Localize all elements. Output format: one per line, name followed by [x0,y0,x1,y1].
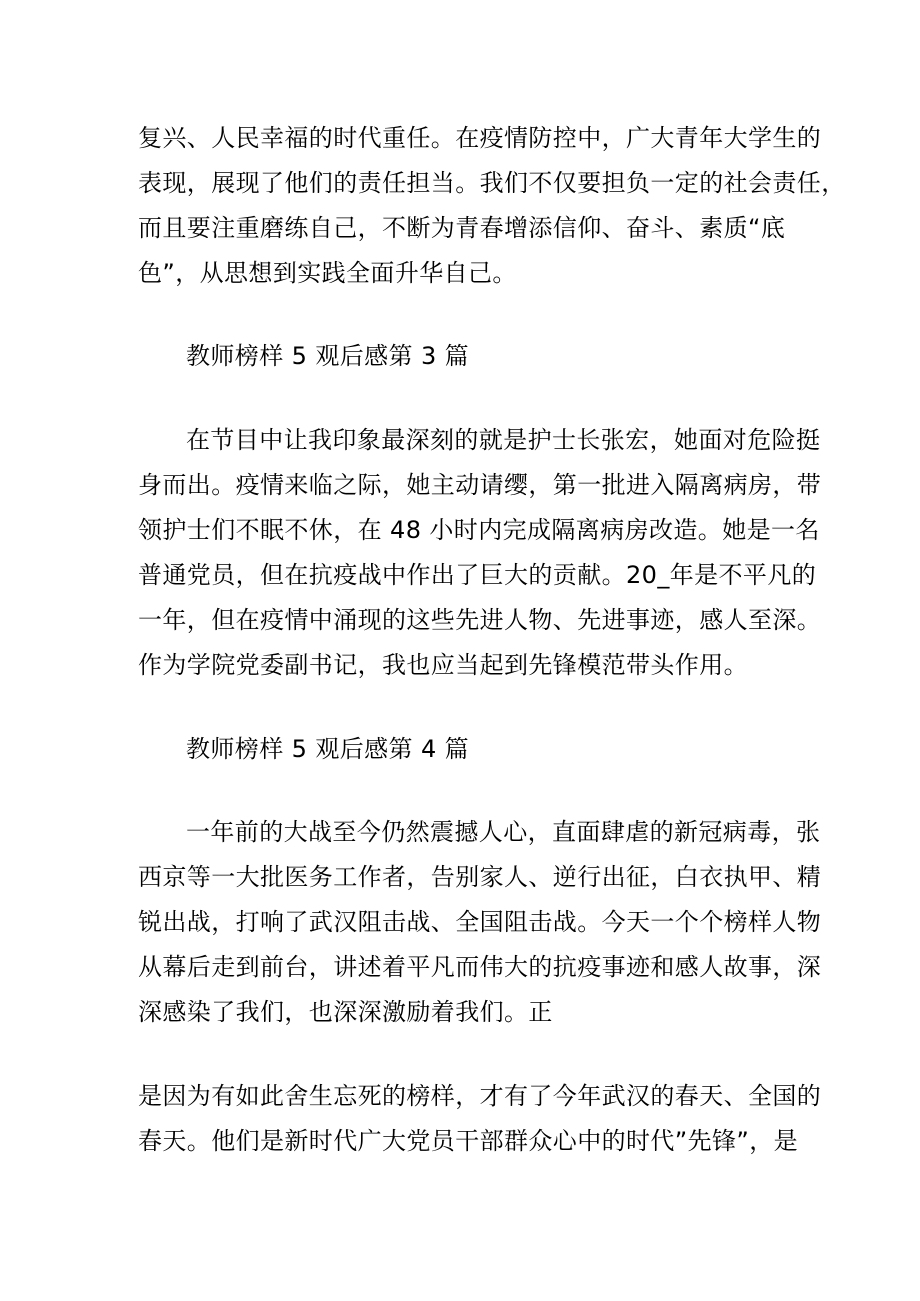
paragraph-line: 作为学院党委副书记，我也应当起到先锋模范带头作用。 [138,651,748,679]
paragraph-line: 从幕后走到前台，讲述着平凡而伟大的抗疫事迹和感人故事，深 [138,953,822,981]
paragraph-line: 春天。他们是新时代广大党员干部群众心中的时代”先锋”，是 [138,1127,799,1155]
paragraph-line: 复兴、人民幸福的时代重任。在疫情防控中，广大青年大学生的 [138,124,822,152]
section-heading: 教师榜样 5 观后感第 3 篇 [186,342,470,370]
section-heading: 教师榜样 5 观后感第 4 篇 [186,735,470,763]
paragraph-line: 而且要注重磨练自己，不断为青春增添信仰、奋斗、素质“底 [138,214,786,242]
paragraph-line: 深感染了我们，也深深激励着我们。正 [138,998,553,1026]
paragraph-line: 领护士们不眠不休，在 48 小时内完成隔离病房改造。她是一名 [138,516,820,544]
paragraph-line: 身而出。疫情来临之际，她主动请缨，第一批进入隔离病房，带 [138,471,822,499]
paragraph-line: 锐出战，打响了武汉阻击战、全国阻击战。今天一个个榜样人物 [138,908,822,936]
paragraph-line: 色”，从思想到实践全面升华自己。 [138,259,517,287]
paragraph-line: 在节目中让我印象最深刻的就是护士长张宏，她面对危险挺 [186,426,821,454]
paragraph-line: 普通党员，但在抗疫战中作出了巨大的贡献。20_年是不平凡的 [138,561,817,589]
paragraph-line: 一年，但在疫情中涌现的这些先进人物、先进事迹，感人至深。 [138,606,822,634]
paragraph-line: 西京等一大批医务工作者，告别家人、逆行出征，白衣执甲、精 [138,863,822,891]
paragraph-line: 是因为有如此舍生忘死的榜样，才有了今年武汉的春天、全国的 [138,1082,822,1110]
paragraph-line: 表现，展现了他们的责任担当。我们不仅要担负一定的社会责任， [138,169,846,197]
paragraph-line: 一年前的大战至今仍然震撼人心，直面肆虐的新冠病毒，张 [186,818,821,846]
